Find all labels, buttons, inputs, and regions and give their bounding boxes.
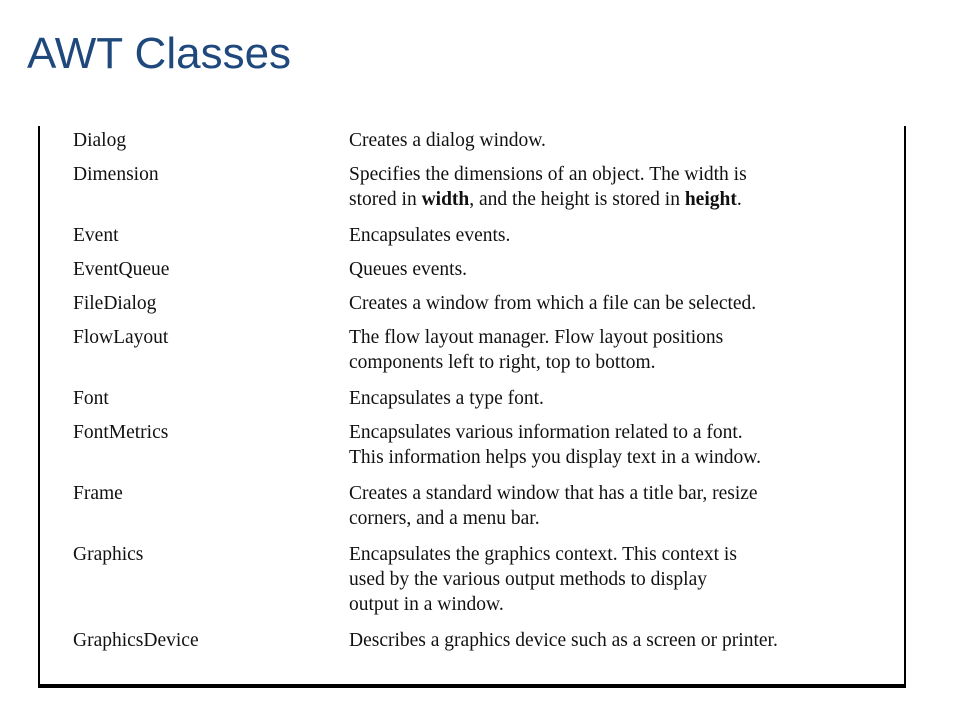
class-description [349,481,889,542]
class-name: GraphicsDevice [73,630,199,651]
class-description [349,542,889,628]
table-row [73,257,889,291]
table-row [73,386,889,420]
table-row [73,628,889,662]
description-line: corners, and a menu bar. [349,508,540,529]
description-line: The flow layout manager. Flow layout positions [349,327,724,348]
class-name: Frame [73,483,123,504]
class-name: Event [73,225,119,246]
description-text: . [736,189,742,210]
slide-title: AWT Classes [27,29,292,78]
awt-class-table [73,128,889,662]
table-row [73,162,889,223]
class-description [349,420,889,481]
class-name: FontMetrics [73,422,169,443]
class-table-frame [38,126,906,688]
table-row [73,325,889,386]
description-text: stored in [349,189,422,210]
table-row [73,291,889,325]
description-line: used by the various output methods to display [349,569,708,590]
description-line: Creates a standard window that has a title bar, resize [349,483,758,504]
class-name: Dimension [73,164,159,185]
class-description [349,162,889,223]
description-line: Encapsulates various information related to a font. [349,422,743,443]
class-name: EventQueue [73,259,170,280]
class-name: FileDialog [73,293,157,314]
table-row [73,542,889,628]
class-description: Encapsulates a type font. [349,388,544,409]
class-name: Graphics [73,544,144,565]
description-line: Encapsulates the graphics context. This context is [349,544,737,565]
description-line: Specifies the dimensions of an object. The width is [349,164,747,185]
class-description [349,325,889,386]
table-row [73,128,889,162]
class-description: Queues events. [349,259,468,280]
description-line: output in a window. [349,594,504,615]
class-description: Describes a graphics device such as a screen or printer. [349,630,778,651]
field-name-height: height [684,189,737,210]
class-description: Creates a dialog window. [349,130,546,151]
table-row [73,481,889,542]
class-description: Encapsulates events. [349,225,511,246]
table-row [73,420,889,481]
table-row [73,223,889,257]
class-name: Font [73,388,109,409]
field-name-width: width [421,189,470,210]
class-description: Creates a window from which a file can be selected. [349,293,757,314]
description-line: This information helps you display text in a window. [349,447,761,468]
class-name: FlowLayout [73,327,169,348]
description-text: , and the height is stored in [469,189,685,210]
description-line: components left to right, top to bottom. [349,352,656,373]
class-name: Dialog [73,130,127,151]
